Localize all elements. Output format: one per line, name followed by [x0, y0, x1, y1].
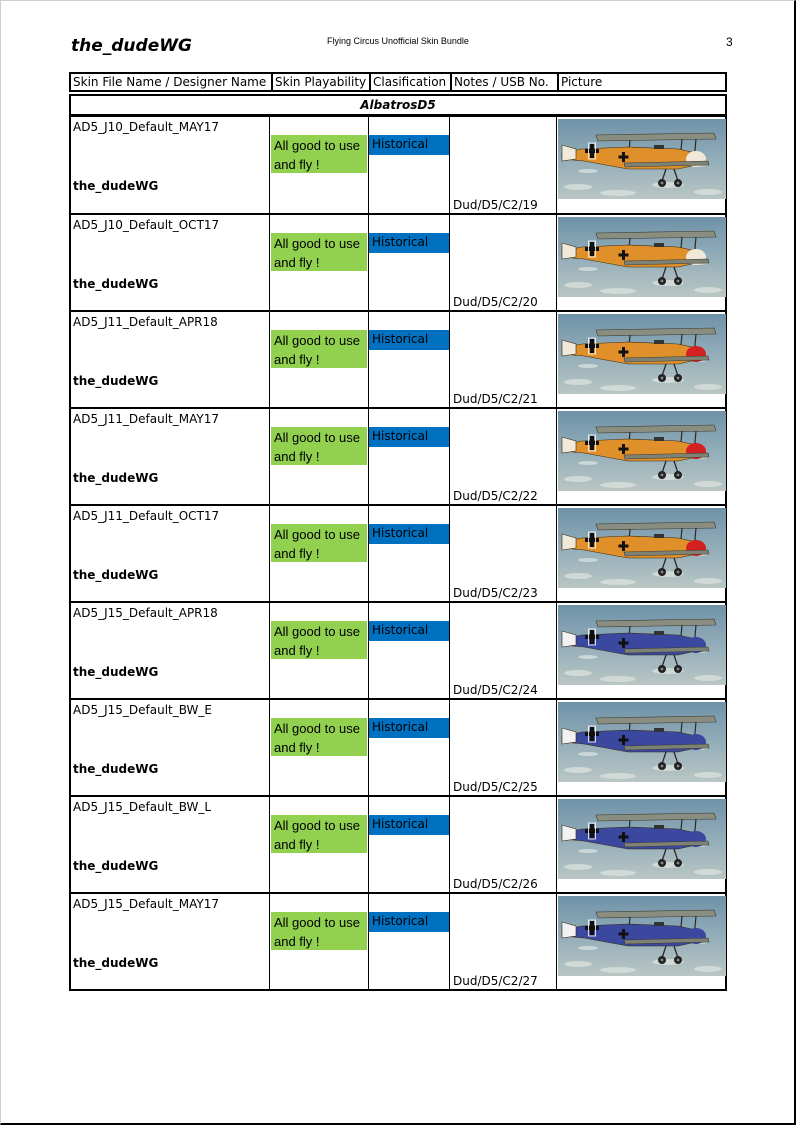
table-row — [71, 892, 725, 989]
document-title: the_dudeWG — [71, 36, 192, 56]
table-row — [71, 504, 725, 601]
table-body — [69, 116, 727, 991]
usb-number: Dud/D5/C2/21 — [453, 392, 538, 406]
classification-cell — [369, 700, 450, 795]
page-number: 3 — [726, 35, 733, 49]
picture-cell — [557, 603, 725, 698]
skin-name-cell — [71, 894, 270, 989]
skin-file-name: AD5_J10_Default_MAY17 — [73, 120, 219, 134]
classification-badge: Historical — [369, 815, 449, 835]
playability-badge: All good to use and fly ! — [271, 621, 367, 659]
column-header-notes: Notes / USB No. — [452, 74, 559, 92]
skin-table — [69, 72, 727, 991]
picture-cell — [557, 215, 725, 310]
playability-cell — [270, 117, 369, 213]
designer-name: the_dudeWG — [73, 471, 159, 485]
notes-cell — [450, 117, 557, 213]
classification-cell — [369, 215, 450, 310]
notes-cell — [450, 409, 557, 504]
playability-cell — [270, 312, 369, 407]
table-row — [71, 698, 725, 795]
skin-name-cell — [71, 215, 270, 310]
aircraft-picture — [558, 702, 726, 782]
picture-cell — [557, 117, 725, 213]
table-row — [71, 601, 725, 698]
classification-badge: Historical — [369, 718, 449, 738]
playability-badge: All good to use and fly ! — [271, 135, 367, 173]
usb-number: Dud/D5/C2/23 — [453, 586, 538, 600]
usb-number: Dud/D5/C2/25 — [453, 780, 538, 794]
notes-cell — [450, 215, 557, 310]
picture-cell — [557, 409, 725, 504]
notes-cell — [450, 603, 557, 698]
playability-cell — [270, 409, 369, 504]
aircraft-picture — [558, 605, 726, 685]
picture-cell — [557, 312, 725, 407]
skin-file-name: AD5_J11_Default_OCT17 — [73, 509, 220, 523]
classification-cell — [369, 797, 450, 892]
aircraft-picture — [558, 896, 726, 976]
column-header-picture: Picture — [561, 75, 603, 89]
section-title-row: AlbatrosD5 — [69, 94, 727, 116]
classification-badge: Historical — [369, 135, 449, 155]
picture-cell — [557, 506, 725, 601]
classification-badge: Historical — [369, 621, 449, 641]
skin-name-cell — [71, 700, 270, 795]
designer-name: the_dudeWG — [73, 277, 159, 291]
skin-name-cell — [71, 603, 270, 698]
playability-badge: All good to use and fly ! — [271, 233, 367, 271]
table-row — [71, 310, 725, 407]
classification-cell — [369, 312, 450, 407]
table-row — [71, 116, 725, 213]
skin-file-name: AD5_J11_Default_APR18 — [73, 315, 218, 329]
playability-badge: All good to use and fly ! — [271, 427, 367, 465]
document-subtitle: Flying Circus Unofficial Skin Bundle — [327, 36, 469, 46]
table-row — [71, 407, 725, 504]
notes-cell — [450, 506, 557, 601]
designer-name: the_dudeWG — [73, 859, 159, 873]
table-row — [71, 213, 725, 310]
picture-cell — [557, 797, 725, 892]
skin-file-name: AD5_J11_Default_MAY17 — [73, 412, 219, 426]
aircraft-picture — [558, 799, 726, 879]
skin-file-name: AD5_J15_Default_MAY17 — [73, 897, 219, 911]
usb-number: Dud/D5/C2/19 — [453, 198, 538, 212]
usb-number: Dud/D5/C2/27 — [453, 974, 538, 988]
classification-cell — [369, 894, 450, 989]
designer-name: the_dudeWG — [73, 568, 159, 582]
playability-cell — [270, 700, 369, 795]
designer-name: the_dudeWG — [73, 956, 159, 970]
aircraft-picture — [558, 217, 726, 297]
aircraft-picture — [558, 314, 726, 394]
skin-name-cell — [71, 312, 270, 407]
playability-cell — [270, 797, 369, 892]
picture-cell — [557, 894, 725, 989]
skin-name-cell — [71, 409, 270, 504]
playability-badge: All good to use and fly ! — [271, 330, 367, 368]
usb-number: Dud/D5/C2/24 — [453, 683, 538, 697]
aircraft-picture — [558, 508, 726, 588]
classification-badge: Historical — [369, 427, 449, 447]
classification-badge: Historical — [369, 233, 449, 253]
classification-cell — [369, 117, 450, 213]
column-header-skin-name: Skin File Name / Designer Name — [71, 74, 273, 92]
usb-number: Dud/D5/C2/22 — [453, 489, 538, 503]
designer-name: the_dudeWG — [73, 762, 159, 776]
playability-badge: All good to use and fly ! — [271, 815, 367, 853]
skin-name-cell — [71, 506, 270, 601]
classification-cell — [369, 603, 450, 698]
skin-name-cell — [71, 117, 270, 213]
playability-cell — [270, 603, 369, 698]
table-row — [71, 795, 725, 892]
notes-cell — [450, 312, 557, 407]
playability-cell — [270, 506, 369, 601]
usb-number: Dud/D5/C2/26 — [453, 877, 538, 891]
skin-file-name: AD5_J15_Default_BW_E — [73, 703, 212, 717]
classification-cell — [369, 409, 450, 504]
designer-name: the_dudeWG — [73, 665, 159, 679]
aircraft-picture — [558, 119, 726, 199]
notes-cell — [450, 797, 557, 892]
picture-cell — [557, 700, 725, 795]
aircraft-picture — [558, 411, 726, 491]
usb-number: Dud/D5/C2/20 — [453, 295, 538, 309]
skin-file-name: AD5_J10_Default_OCT17 — [73, 218, 220, 232]
classification-badge: Historical — [369, 912, 449, 932]
playability-cell — [270, 894, 369, 989]
skin-file-name: AD5_J15_Default_BW_L — [73, 800, 212, 814]
designer-name: the_dudeWG — [73, 374, 159, 388]
classification-badge: Historical — [369, 524, 449, 544]
designer-name: the_dudeWG — [73, 179, 159, 193]
classification-cell — [369, 506, 450, 601]
column-header-playability: Skin Playability — [273, 74, 371, 92]
column-header-classification: Clasification — [371, 74, 452, 92]
notes-cell — [450, 700, 557, 795]
classification-badge: Historical — [369, 330, 449, 350]
playability-badge: All good to use and fly ! — [271, 718, 367, 756]
playability-badge: All good to use and fly ! — [271, 912, 367, 950]
skin-name-cell — [71, 797, 270, 892]
skin-file-name: AD5_J15_Default_APR18 — [73, 606, 218, 620]
table-header-row — [69, 72, 727, 92]
playability-cell — [270, 215, 369, 310]
notes-cell — [450, 894, 557, 989]
playability-badge: All good to use and fly ! — [271, 524, 367, 562]
